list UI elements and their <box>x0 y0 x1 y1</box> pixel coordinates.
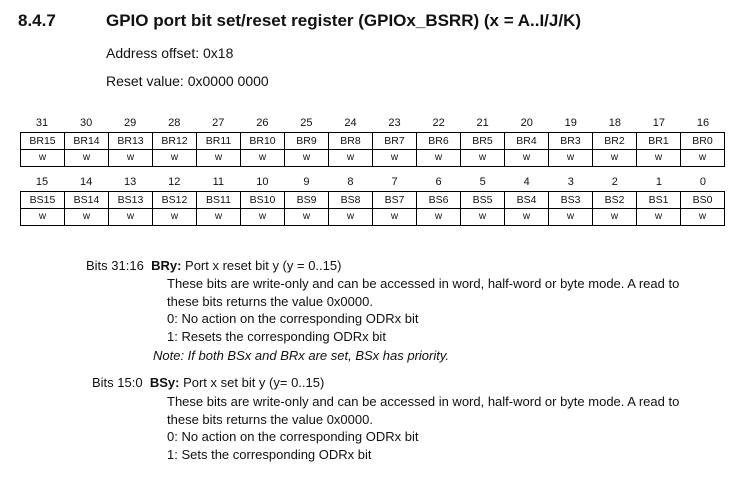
field-cell: BS7 <box>373 192 417 209</box>
field-cell: BR3 <box>549 133 593 150</box>
bit-number: 18 <box>608 117 621 129</box>
access-cell: w <box>549 209 593 226</box>
bit-number: 28 <box>168 117 181 129</box>
bit-number: 5 <box>479 176 486 188</box>
description-line: 0: No action on the corresponding ODRx bit <box>167 429 419 444</box>
bit-range-label-bs <box>92 375 324 390</box>
field-cell: BS5 <box>461 192 505 209</box>
field-cell: BR0 <box>681 133 725 150</box>
field-cell: BR11 <box>197 133 241 150</box>
access-cell: w <box>461 209 505 226</box>
bit-number: 31 <box>35 117 49 129</box>
field-cell: BR10 <box>241 133 285 150</box>
field-cell: BR6 <box>417 133 461 150</box>
field-cell: BR15 <box>21 133 65 150</box>
bit-number: 21 <box>476 117 489 129</box>
access-cell: w <box>461 150 505 167</box>
field-cell: BS6 <box>417 192 461 209</box>
bit-number: 15 <box>35 176 49 188</box>
field-cell: BR12 <box>153 133 197 150</box>
field-cell: BS12 <box>153 192 197 209</box>
description-line: These bits are write-only and can be accessed in word, half-word or byte mode. A read to <box>167 276 680 291</box>
bit-number: 14 <box>79 176 93 188</box>
field-cell: BS1 <box>637 192 681 209</box>
bit-number: 19 <box>564 117 577 129</box>
access-cell: w <box>21 150 65 167</box>
access-cell: w <box>329 209 373 226</box>
field-row-lower <box>20 191 725 209</box>
bit-number: 2 <box>611 176 618 188</box>
bit-number: 6 <box>435 176 442 188</box>
access-cell: w <box>285 209 329 226</box>
access-cell: w <box>109 150 153 167</box>
access-cell: w <box>21 209 65 226</box>
bit-number: 26 <box>256 117 269 129</box>
access-cell: w <box>109 209 153 226</box>
field-summary: Port x reset bit y (y = 0..15) <box>181 258 342 273</box>
bit-number: 9 <box>303 176 310 188</box>
field-cell: BR5 <box>461 133 505 150</box>
access-cell: w <box>505 209 549 226</box>
bit-numbers-upper <box>20 115 725 132</box>
field-cell: BS13 <box>109 192 153 209</box>
access-cell: w <box>153 209 197 226</box>
bit-number: 30 <box>79 117 93 129</box>
access-cell: w <box>285 150 329 167</box>
description-line: these bits returns the value 0x0000. <box>167 411 373 427</box>
bit-number: 13 <box>124 176 137 188</box>
priority-note: Note: If both BSx and BRx are set, BSx has priority. <box>153 348 450 363</box>
bit-numbers-lower <box>20 174 725 191</box>
bit-number: 17 <box>652 117 666 129</box>
bit-number: 25 <box>300 117 313 129</box>
section-title: GPIO port bit set/reset register (GPIOx_BSRR) (x = A..I/J/K) <box>106 11 582 30</box>
bit-number: 11 <box>212 176 224 188</box>
field-cell: BR9 <box>285 133 329 150</box>
description-line: 1: Resets the corresponding ODRx bit <box>167 328 386 344</box>
reset-value: Reset value: 0x0000 0000 <box>106 73 269 89</box>
access-cell: w <box>417 209 461 226</box>
bit-number: 16 <box>696 117 710 129</box>
access-cell: w <box>593 209 637 226</box>
description-bs <box>167 393 679 463</box>
address-offset: Address offset: 0x18 <box>106 45 234 61</box>
access-cell: w <box>65 209 109 226</box>
field-name: BSy: <box>149 375 180 390</box>
field-cell: BS10 <box>241 192 285 209</box>
register-table-upper <box>20 115 725 167</box>
bit-number: 22 <box>432 117 445 129</box>
bit-number: 0 <box>699 176 707 188</box>
access-cell: w <box>373 150 417 167</box>
field-cell: BS3 <box>549 192 593 209</box>
field-cell: BS2 <box>593 192 637 209</box>
access-cell: w <box>681 150 725 167</box>
bit-range: Bits 15:0 <box>92 375 143 390</box>
bit-number: 10 <box>256 176 269 188</box>
access-cell: w <box>197 150 241 167</box>
bit-number: 23 <box>388 117 401 129</box>
bit-number: 8 <box>347 176 354 188</box>
field-cell: BR7 <box>373 133 417 150</box>
description-line: 1: Sets the corresponding ODRx bit <box>167 446 372 462</box>
bit-number: 4 <box>523 176 530 188</box>
access-cell: w <box>65 150 109 167</box>
bit-number: 3 <box>567 176 574 188</box>
field-cell: BS14 <box>65 192 109 209</box>
field-cell: BR13 <box>109 133 153 150</box>
bit-number: 1 <box>655 176 662 188</box>
field-cell: BR1 <box>637 133 681 150</box>
field-cell: BS15 <box>21 192 65 209</box>
description-line: these bits returns the value 0x0000. <box>167 293 373 309</box>
access-cell: w <box>197 209 241 226</box>
field-row-upper <box>20 132 725 150</box>
field-cell: BR4 <box>505 133 549 150</box>
field-name: BRy: <box>151 258 182 273</box>
register-table-lower <box>20 174 725 226</box>
bit-number: 12 <box>168 176 181 188</box>
field-cell: BR2 <box>593 133 637 150</box>
bit-number: 27 <box>212 117 225 129</box>
access-row-lower <box>20 209 725 226</box>
description-line: These bits are write-only and can be accessed in word, half-word or byte mode. A read to <box>167 394 680 409</box>
bit-range-label-br <box>86 258 341 273</box>
description-line: 0: No action on the corresponding ODRx bit <box>167 311 419 326</box>
description-br <box>167 275 679 345</box>
field-cell: BS8 <box>329 192 373 209</box>
field-cell: BS9 <box>285 192 329 209</box>
bit-number: 24 <box>344 117 357 129</box>
field-cell: BS0 <box>681 192 725 209</box>
access-cell: w <box>373 209 417 226</box>
access-cell: w <box>241 150 285 167</box>
bit-range: Bits 31:16 <box>86 258 144 273</box>
access-cell: w <box>637 209 681 226</box>
access-cell: w <box>417 150 461 167</box>
bit-number: 20 <box>520 117 533 129</box>
access-row-upper <box>20 150 725 167</box>
section-number: 8.4.7 <box>18 11 56 30</box>
access-cell: w <box>681 209 725 226</box>
field-cell: BR8 <box>329 133 373 150</box>
field-cell: BR14 <box>65 133 109 150</box>
bit-number: 7 <box>391 176 398 188</box>
access-cell: w <box>549 150 593 167</box>
access-cell: w <box>505 150 549 167</box>
access-cell: w <box>153 150 197 167</box>
field-cell: BS4 <box>505 192 549 209</box>
access-cell: w <box>329 150 373 167</box>
access-cell: w <box>637 150 681 167</box>
field-summary: Port x set bit y (y= 0..15) <box>179 375 325 390</box>
access-cell: w <box>593 150 637 167</box>
bit-number: 29 <box>124 117 137 129</box>
access-cell: w <box>241 209 285 226</box>
field-cell: BS11 <box>197 192 241 209</box>
